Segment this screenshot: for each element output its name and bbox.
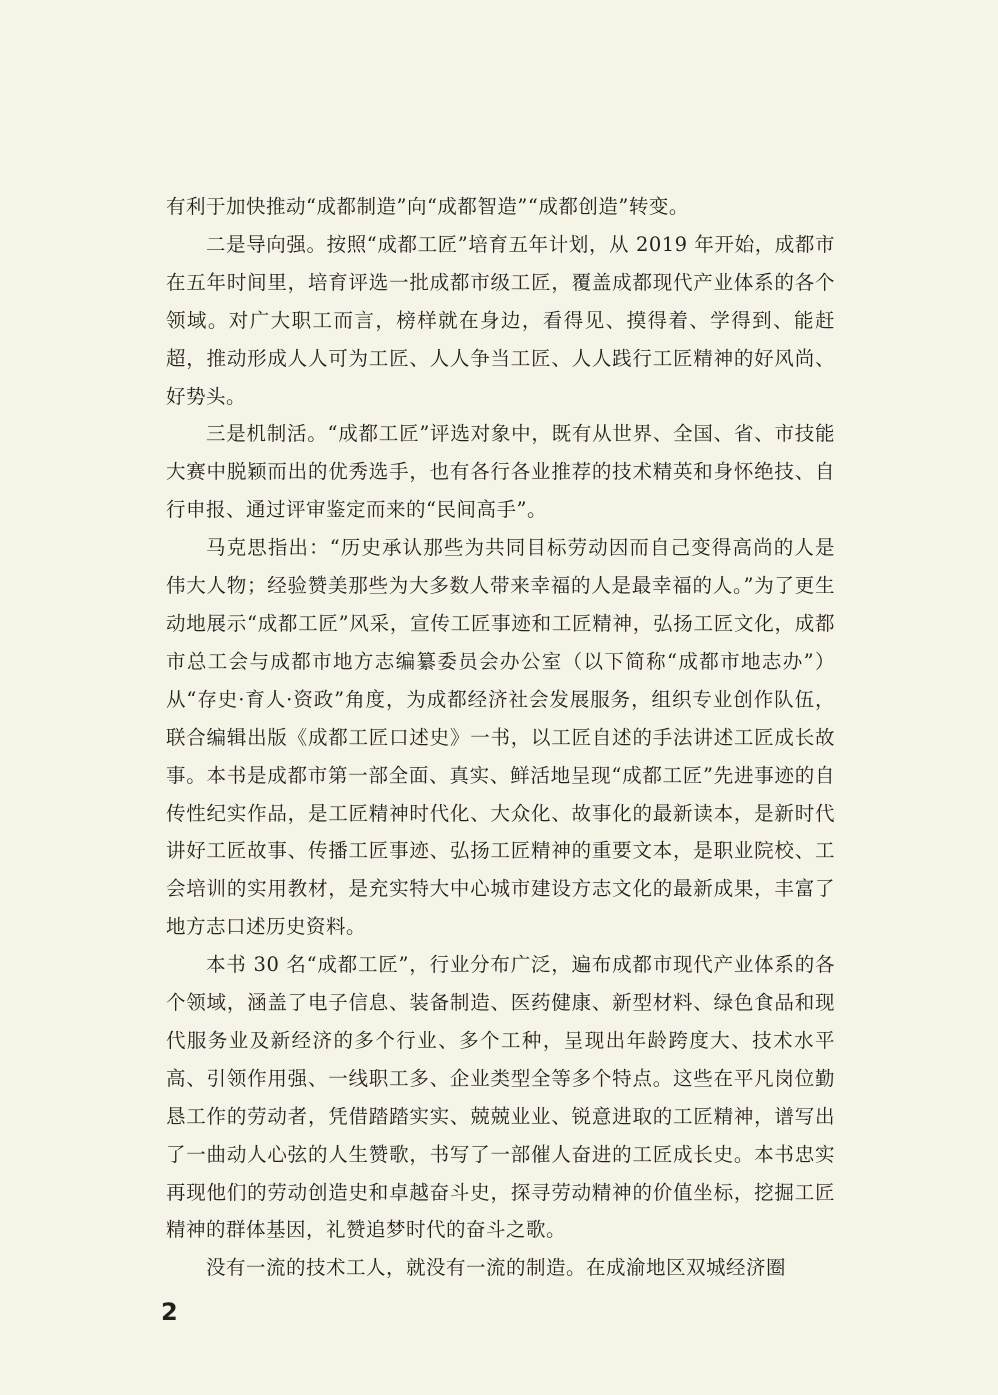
page-number: 2 xyxy=(161,1298,178,1326)
paragraph-marx-quote: 马克思指出：“历史承认那些为共同目标劳动因而自己变得高尚的人是伟大人物；经验赞美那些为大多数人带来幸福的人是最幸福的人。”为了更生动地展示“成都工匠”风采，宣传工匠事迹和工匠精神，弘扬工匠文化，成都市总工会与成都市地方志编纂委员会办公室（以下简称“成都市地志办”）从“存史·育人·资政”角度，为成都经济社会发展服务，组织专业创作队伍，联合编辑出版《成都工匠口述史》一书，以工匠自述的手法讲述工匠成长故事。本书是成都市第一部全面、真实、鲜活地呈现“成都工匠”先进事迹的自传性纪实作品，是工匠精神时代化、大众化、故事化的最新读本，是新时代讲好工匠故事、传播工匠事迹、弘扬工匠精神的重要文本，是职业院校、工会培训的实用教材，是充实特大中心城市建设方志文化的最新成果，丰富了地方志口述历史资料。 xyxy=(166,536,835,939)
body-text xyxy=(166,188,835,1287)
paragraph-guidance: 二是导向强。按照“成都工匠”培育五年计划，从 2019 年开始，成都市在五年时间里，培育评选一批成都市级工匠，覆盖成都现代产业体系的各个领域。对广大职工而言，榜样就在身边，看得见、摸得着、学得到、能赶超，推动形成人人可为工匠、人人争当工匠、人人践行工匠精神的好风尚、好势头。 xyxy=(166,232,835,408)
paragraph-continuation: 有利于加快推动“成都制造”向“成都智造”“成都创造”转变。 xyxy=(166,195,689,218)
paragraph-thirty-craftsmen: 本书 30 名“成都工匠”，行业分布广泛，遍布成都市现代产业体系的各个领域，涵盖了电子信息、装备制造、医药健康、新型材料、绿色食品和现代服务业及新经济的多个行业、多个工种，呈现出年龄跨度大、技术水平高、引领作用强、一线职工多、企业类型全等多个特点。这些在平凡岗位勤恳工作的劳动者，凭借踏踏实实、兢兢业业、锐意进取的工匠精神，谱写出了一曲动人心弦的人生赞歌，书写了一部催人奋进的工匠成长史。本书忠实再现他们的劳动创造史和卓越奋斗史，探寻劳动精神的价值坐标，挖掘工匠精神的群体基因，礼赞追梦时代的奋斗之歌。 xyxy=(166,953,835,1242)
paragraph-technical-workers: 没有一流的技术工人，就没有一流的制造。在成渝地区双城经济圈 xyxy=(206,1256,787,1280)
paragraph-mechanism: 三是机制活。“成都工匠”评选对象中，既有从世界、全国、省、市技能大赛中脱颖而出的优秀选手，也有各行各业推荐的技术精英和身怀绝技、自行申报、通过评审鉴定而来的“民间高手”。 xyxy=(166,422,835,522)
